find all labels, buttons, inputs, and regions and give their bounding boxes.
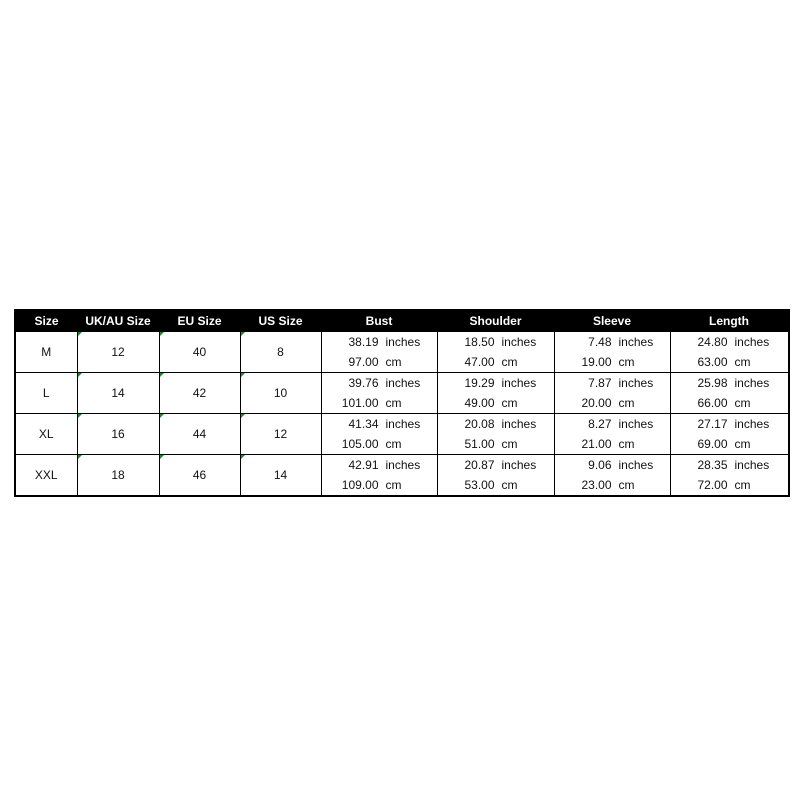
sleeve-cm-value: 19.00: [581, 355, 612, 369]
sleeve-inches-unit: inches: [618, 417, 654, 431]
bust-cm-line: [322, 352, 437, 372]
shoulder-inches-value: 19.29: [464, 376, 495, 390]
bust-inches-unit: inches: [385, 417, 421, 431]
length-inches-line: [671, 332, 789, 352]
length-inches-unit: inches: [734, 417, 770, 431]
us-size-cell: 14: [240, 455, 321, 497]
length-inches-line: [671, 455, 789, 475]
bust-cm-line: [322, 393, 437, 413]
bust-inches-value: 41.34: [348, 417, 379, 431]
shoulder-cell: [437, 455, 554, 497]
bust-cm-value: 109.00: [341, 478, 379, 492]
bust-cm-unit: cm: [385, 355, 402, 369]
shoulder-inches-unit: inches: [501, 376, 537, 390]
bust-inches-value: 38.19: [348, 335, 379, 349]
size-cell: XXL: [15, 455, 77, 497]
sleeve-cm-line: [555, 475, 670, 495]
sleeve-inches-unit: inches: [618, 376, 654, 390]
bust-cm-value: 97.00: [348, 355, 379, 369]
shoulder-inches-unit: inches: [501, 335, 537, 349]
sleeve-inches-line: [555, 414, 670, 434]
bust-inches-value: 42.91: [348, 458, 379, 472]
sleeve-cm-line: [555, 434, 670, 454]
shoulder-cm-value: 47.00: [464, 355, 495, 369]
sleeve-inches-value: 8.27: [588, 417, 612, 431]
length-inches-value: 27.17: [697, 417, 728, 431]
length-cm-unit: cm: [734, 437, 751, 451]
bust-cm-unit: cm: [385, 396, 402, 410]
bust-cell: [321, 414, 437, 455]
shoulder-inches-line: [438, 332, 554, 352]
shoulder-inches-value: 20.08: [464, 417, 495, 431]
bust-cell: [321, 373, 437, 414]
header-length: Length: [670, 310, 789, 332]
table-row: [15, 373, 789, 414]
shoulder-cell: [437, 332, 554, 373]
header-shoulder: Shoulder: [437, 310, 554, 332]
size-cell: XL: [15, 414, 77, 455]
bust-cm-value: 101.00: [341, 396, 379, 410]
length-inches-unit: inches: [734, 335, 770, 349]
uk-au-size-cell: 14: [77, 373, 159, 414]
shoulder-cm-line: [438, 475, 554, 495]
sleeve-inches-line: [555, 455, 670, 475]
length-cell: [670, 332, 789, 373]
uk-au-size-cell: 18: [77, 455, 159, 497]
shoulder-cm-unit: cm: [501, 396, 518, 410]
bust-inches-unit: inches: [385, 335, 421, 349]
sleeve-inches-line: [555, 332, 670, 352]
shoulder-cm-unit: cm: [501, 478, 518, 492]
length-cm-value: 69.00: [697, 437, 728, 451]
bust-cm-unit: cm: [385, 437, 402, 451]
uk-au-size-cell: 16: [77, 414, 159, 455]
header-bust: Bust: [321, 310, 437, 332]
length-inches-unit: inches: [734, 376, 770, 390]
sleeve-cm-unit: cm: [618, 396, 635, 410]
length-cm-line: [671, 393, 789, 413]
size-cell: M: [15, 332, 77, 373]
shoulder-cm-unit: cm: [501, 355, 518, 369]
length-cm-value: 66.00: [697, 396, 728, 410]
length-cm-line: [671, 434, 789, 454]
sleeve-cell: [554, 414, 670, 455]
sleeve-inches-unit: inches: [618, 335, 654, 349]
bust-cm-line: [322, 434, 437, 454]
size-chart-table: [14, 309, 790, 497]
bust-inches-line: [322, 414, 437, 434]
uk-au-size-cell: 12: [77, 332, 159, 373]
sleeve-cm-line: [555, 393, 670, 413]
header-us-size: US Size: [240, 310, 321, 332]
shoulder-cell: [437, 373, 554, 414]
sleeve-cm-unit: cm: [618, 355, 635, 369]
length-cm-value: 63.00: [697, 355, 728, 369]
eu-size-cell: 40: [159, 332, 240, 373]
us-size-cell: 8: [240, 332, 321, 373]
shoulder-cm-unit: cm: [501, 437, 518, 451]
eu-size-cell: 46: [159, 455, 240, 497]
shoulder-inches-line: [438, 414, 554, 434]
bust-inches-line: [322, 373, 437, 393]
length-cm-unit: cm: [734, 355, 751, 369]
shoulder-cm-line: [438, 434, 554, 454]
sleeve-inches-value: 9.06: [588, 458, 612, 472]
length-cell: [670, 373, 789, 414]
length-inches-unit: inches: [734, 458, 770, 472]
shoulder-cm-value: 49.00: [464, 396, 495, 410]
length-cm-line: [671, 352, 789, 372]
length-cm-unit: cm: [734, 396, 751, 410]
shoulder-cm-line: [438, 352, 554, 372]
bust-cm-value: 105.00: [341, 437, 379, 451]
shoulder-inches-line: [438, 455, 554, 475]
shoulder-inches-line: [438, 373, 554, 393]
shoulder-cm-value: 51.00: [464, 437, 495, 451]
length-inches-value: 28.35: [697, 458, 728, 472]
eu-size-cell: 42: [159, 373, 240, 414]
header-eu-size: EU Size: [159, 310, 240, 332]
shoulder-inches-value: 18.50: [464, 335, 495, 349]
eu-size-cell: 44: [159, 414, 240, 455]
sleeve-cm-unit: cm: [618, 437, 635, 451]
us-size-cell: 10: [240, 373, 321, 414]
shoulder-inches-value: 20.87: [464, 458, 495, 472]
table-row: [15, 455, 789, 497]
sleeve-cm-value: 21.00: [581, 437, 612, 451]
bust-cell: [321, 332, 437, 373]
header-size: Size: [15, 310, 77, 332]
shoulder-inches-unit: inches: [501, 458, 537, 472]
bust-inches-unit: inches: [385, 376, 421, 390]
length-inches-value: 25.98: [697, 376, 728, 390]
shoulder-inches-unit: inches: [501, 417, 537, 431]
sleeve-inches-unit: inches: [618, 458, 654, 472]
length-cm-line: [671, 475, 789, 495]
sleeve-inches-value: 7.48: [588, 335, 612, 349]
bust-inches-value: 39.76: [348, 376, 379, 390]
sleeve-cm-unit: cm: [618, 478, 635, 492]
sleeve-cm-value: 20.00: [581, 396, 612, 410]
table-row: [15, 414, 789, 455]
length-cell: [670, 455, 789, 497]
bust-inches-unit: inches: [385, 458, 421, 472]
length-cm-unit: cm: [734, 478, 751, 492]
shoulder-cm-line: [438, 393, 554, 413]
bust-cell: [321, 455, 437, 497]
us-size-cell: 12: [240, 414, 321, 455]
sleeve-inches-value: 7.87: [588, 376, 612, 390]
length-cell: [670, 414, 789, 455]
sleeve-cm-value: 23.00: [581, 478, 612, 492]
sleeve-cell: [554, 455, 670, 497]
length-inches-line: [671, 414, 789, 434]
table-row: [15, 332, 789, 373]
size-cell: L: [15, 373, 77, 414]
shoulder-cell: [437, 414, 554, 455]
bust-cm-line: [322, 475, 437, 495]
sleeve-cell: [554, 373, 670, 414]
sleeve-cm-line: [555, 352, 670, 372]
shoulder-cm-value: 53.00: [464, 478, 495, 492]
header-row: [15, 310, 789, 332]
length-inches-value: 24.80: [697, 335, 728, 349]
header-uk-au-size: UK/AU Size: [77, 310, 159, 332]
length-inches-line: [671, 373, 789, 393]
bust-cm-unit: cm: [385, 478, 402, 492]
sleeve-cell: [554, 332, 670, 373]
header-sleeve: Sleeve: [554, 310, 670, 332]
bust-inches-line: [322, 455, 437, 475]
sleeve-inches-line: [555, 373, 670, 393]
length-cm-value: 72.00: [697, 478, 728, 492]
bust-inches-line: [322, 332, 437, 352]
